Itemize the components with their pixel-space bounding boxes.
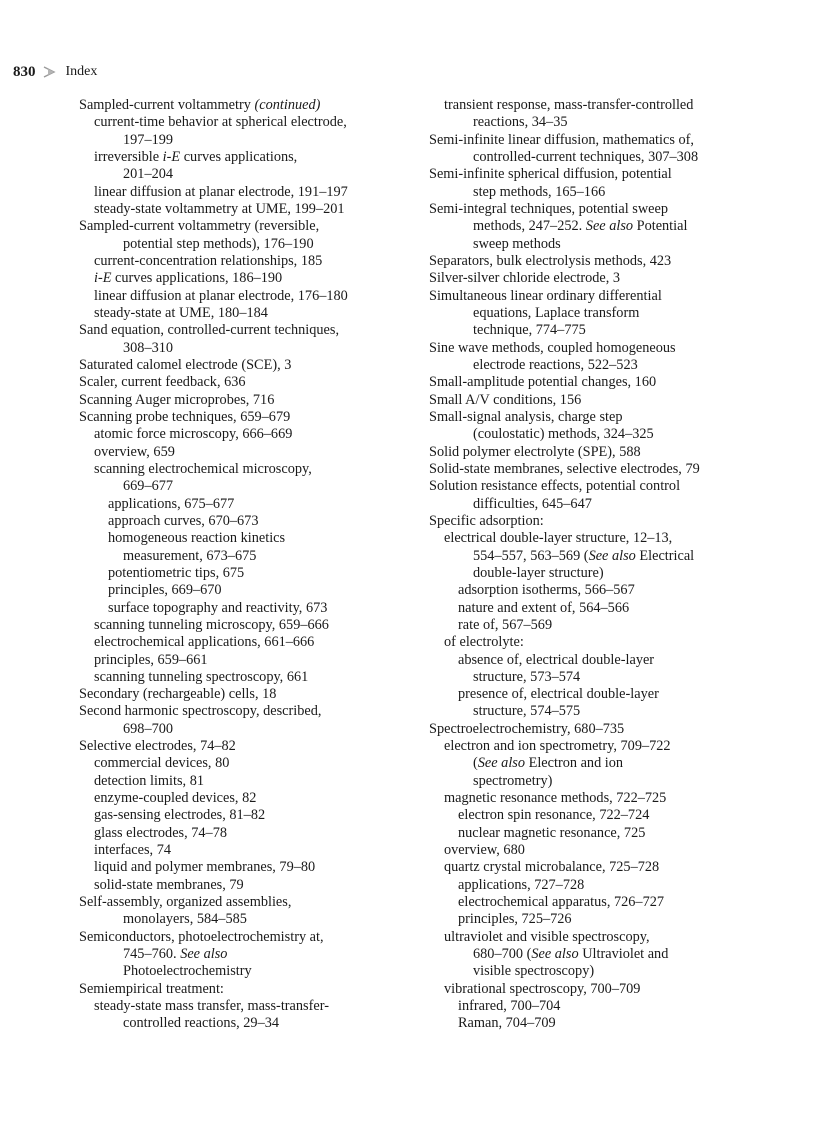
index-entry-continuation: controlled reactions, 29–34: [123, 1015, 280, 1032]
index-entry-line: Semiempirical treatment:: [79, 980, 224, 997]
index-entry: [429, 444, 759, 461]
index-entry-line: quartz crystal microbalance, 725–728: [444, 859, 660, 876]
index-entry-continuation: (See also Electron and ion: [473, 755, 624, 772]
index-entry-line: electron spin resonance, 722–724: [458, 807, 650, 824]
index-entry: [429, 877, 759, 894]
index-entry-continuation: Photoelectrochemistry: [123, 963, 252, 980]
index-entry-line: steady-state mass transfer, mass-transfer-: [94, 998, 329, 1015]
index-entry-line: Small-signal analysis, charge step: [429, 408, 623, 425]
index-entry-continuation: monolayers, 584–585: [123, 911, 247, 928]
index-entry: [429, 374, 759, 391]
index-entry-line: Small A/V conditions, 156: [429, 391, 582, 408]
index-entry-line: magnetic resonance methods, 722–725: [444, 790, 667, 807]
index-entry-continuation: controlled-current techniques, 307–308: [473, 148, 699, 165]
index-entry: [79, 270, 414, 287]
index-entry-line: Separators, bulk electrolysis methods, 423: [429, 252, 672, 269]
index-entry: [429, 201, 759, 253]
index-entry: [79, 409, 414, 426]
index-entry: [79, 184, 414, 201]
index-entry: [429, 721, 759, 738]
index-entry-line: Simultaneous linear ordinary differential: [429, 287, 662, 304]
index-entry: [79, 617, 414, 634]
index-entry-line: Sampled-current voltammetry (reversible,: [79, 218, 320, 235]
index-entry-line: approach curves, 670–673: [108, 512, 259, 529]
index-entry: [79, 149, 414, 184]
index-entry-continuation: potential step methods), 176–190: [123, 235, 314, 252]
index-entry-line: enzyme-coupled devices, 82: [94, 790, 257, 807]
index-entry: [429, 513, 759, 530]
index-entry-continuation: electrode reactions, 522–523: [473, 356, 638, 373]
index-entry: [429, 461, 759, 478]
index-entry-continuation: methods, 247–252. See also Potential: [473, 218, 688, 235]
index-entry: [79, 426, 414, 443]
index-entry-line: linear diffusion at planar electrode, 191–197: [94, 183, 348, 200]
index-entry-line: applications, 727–728: [458, 876, 585, 893]
index-entry: [429, 166, 759, 201]
index-entry-line: solid-state membranes, 79: [94, 876, 244, 893]
index-entry: [79, 357, 414, 374]
index-entry-line: i-E curves applications, 186–190: [94, 270, 283, 287]
index-entry-line: Scanning probe techniques, 659–679: [79, 408, 291, 425]
index-entry-line: electrochemical applications, 661–666: [94, 634, 315, 651]
index-entry: [429, 790, 759, 807]
index-entry-line: Sand equation, controlled-current techniques,: [79, 322, 340, 339]
index-entry: [429, 409, 759, 444]
index-entry-line: Semiconductors, photoelectrochemistry at,: [79, 928, 324, 945]
index-entry-line: rate of, 567–569: [458, 616, 553, 633]
index-entry-continuation: double-layer structure): [473, 564, 604, 581]
index-entry: [429, 998, 759, 1015]
index-entry-continuation: measurement, 673–675: [123, 547, 257, 564]
index-entry: [79, 288, 414, 305]
index-entry-line: applications, 675–677: [108, 495, 235, 512]
index-entry-continuation: 554–557, 563–569 (See also Electrical: [473, 547, 695, 564]
index-entry: [429, 530, 759, 582]
index-entry-continuation: structure, 573–574: [473, 668, 581, 685]
index-entry: [429, 270, 759, 287]
index-entry: [79, 842, 414, 859]
index-entry-line: homogeneous reaction kinetics: [108, 530, 286, 547]
index-entry-line: Semi-integral techniques, potential sweep: [429, 200, 669, 217]
index-entry: [79, 513, 414, 530]
index-entry-line: Self-assembly, organized assemblies,: [79, 894, 292, 911]
index-entry-line: Sampled-current voltammetry (continued): [79, 97, 321, 113]
index-entry-line: electron and ion spectrometry, 709–722: [444, 738, 671, 755]
index-entry: [79, 669, 414, 686]
index-entry-line: ultraviolet and visible spectroscopy,: [444, 928, 650, 945]
index-entry-line: current-time behavior at spherical electrode,: [94, 114, 347, 131]
index-entry-line: infrared, 700–704: [458, 998, 561, 1015]
index-entry-line: atomic force microscopy, 666–669: [94, 426, 293, 443]
index-entry: [429, 859, 759, 876]
index-entry-line: Solution resistance effects, potential control: [429, 478, 681, 495]
index-entry: [79, 790, 414, 807]
index-entry-continuation: 698–700: [123, 720, 174, 737]
index-entry-line: Spectroelectrochemistry, 680–735: [429, 720, 625, 737]
index-entry: [429, 686, 759, 721]
index-entry: [429, 97, 759, 132]
index-entry-continuation: 308–310: [123, 339, 174, 356]
index-entry: [79, 374, 414, 391]
index-entry-line: transient response, mass-transfer-controlled: [444, 97, 694, 113]
index-entry-line: Specific adsorption:: [429, 512, 544, 529]
index-entry-line: adsorption isotherms, 566–567: [458, 582, 635, 599]
index-entry: [79, 652, 414, 669]
index-entry: [79, 114, 414, 149]
index-entry-continuation: visible spectroscopy): [473, 963, 595, 980]
index-entry: [429, 842, 759, 859]
index-entry: [79, 998, 414, 1033]
index-entry-line: absence of, electrical double-layer: [458, 651, 655, 668]
index-entry-line: Saturated calomel electrode (SCE), 3: [79, 356, 292, 373]
index-entry: [429, 600, 759, 617]
index-entry-line: principles, 669–670: [108, 582, 222, 599]
index-entry: [429, 392, 759, 409]
index-entry: [79, 305, 414, 322]
index-entry-line: Silver-silver chloride electrode, 3: [429, 270, 621, 287]
index-entry-line: glass electrodes, 74–78: [94, 824, 228, 841]
play-arrow-icon: [42, 65, 60, 79]
index-entry-line: nature and extent of, 564–566: [458, 599, 630, 616]
index-entry: [79, 565, 414, 582]
index-entry-line: overview, 659: [94, 443, 175, 460]
index-entry: [429, 807, 759, 824]
index-entry: [429, 894, 759, 911]
index-entry-continuation: 197–199: [123, 131, 174, 148]
index-entry: [79, 773, 414, 790]
index-entry-continuation: reactions, 34–35: [473, 114, 568, 131]
index-entry-continuation: step methods, 165–166: [473, 183, 606, 200]
index-entry-continuation: technique, 774–775: [473, 322, 586, 339]
index-entry-continuation: 745–760. See also: [123, 946, 228, 963]
index-entry-line: of electrolyte:: [444, 634, 524, 651]
index-entry-continuation: (coulostatic) methods, 324–325: [473, 426, 654, 443]
index-entry: [429, 1015, 759, 1032]
index-entry-line: scanning electrochemical microscopy,: [94, 460, 312, 477]
index-entry-line: Secondary (rechargeable) cells, 18: [79, 686, 277, 703]
index-entry-line: linear diffusion at planar electrode, 176–180: [94, 287, 348, 304]
index-entry-line: principles, 725–726: [458, 911, 572, 928]
index-entry-line: gas-sensing electrodes, 81–82: [94, 807, 266, 824]
index-entry: [429, 652, 759, 687]
index-entry-line: scanning tunneling microscopy, 659–666: [94, 616, 329, 633]
index-entry: [429, 911, 759, 928]
index-entry: [429, 634, 759, 651]
index-entry-line: scanning tunneling spectroscopy, 661: [94, 668, 309, 685]
index-entry: [79, 97, 414, 114]
index-entry-continuation: structure, 574–575: [473, 703, 581, 720]
index-entry: [79, 825, 414, 842]
index-entry: [79, 444, 414, 461]
index-entry: [429, 478, 759, 513]
index-entry-continuation: 680–700 (See also Ultraviolet and: [473, 946, 669, 963]
index-entry-line: liquid and polymer membranes, 79–80: [94, 859, 316, 876]
index-entry-line: vibrational spectroscopy, 700–709: [444, 980, 641, 997]
index-entry: [79, 929, 414, 981]
index-entry-line: Scanning Auger microprobes, 716: [79, 391, 275, 408]
index-entry-line: principles, 659–661: [94, 651, 208, 668]
index-entry: [79, 461, 414, 496]
index-entry: [79, 859, 414, 876]
index-entry: [429, 617, 759, 634]
index-entry-line: steady-state at UME, 180–184: [94, 304, 268, 321]
index-entry: [79, 755, 414, 772]
index-entry-line: commercial devices, 80: [94, 755, 230, 772]
index-entry: [429, 981, 759, 998]
index-entry: [79, 218, 414, 253]
index-entry: [429, 738, 759, 790]
index-entry-line: Small-amplitude potential changes, 160: [429, 374, 657, 391]
index-entry: [79, 738, 414, 755]
index-entry-line: electrical double-layer structure, 12–13,: [444, 530, 673, 547]
index-entry-line: Sine wave methods, coupled homogeneous: [429, 339, 676, 356]
index-entry-line: surface topography and reactivity, 673: [108, 599, 328, 616]
index-entry-continuation: 201–204: [123, 166, 174, 183]
index-entry: [79, 322, 414, 357]
index-entry: [429, 132, 759, 167]
index-column-left: [79, 97, 414, 1033]
index-entry-continuation: 669–677: [123, 478, 174, 495]
index-entry-continuation: sweep methods: [473, 235, 561, 252]
index-entry-line: current-concentration relationships, 185: [94, 252, 323, 269]
index-entry: [79, 392, 414, 409]
index-entry: [79, 600, 414, 617]
index-entry: [79, 634, 414, 651]
index-entry: [79, 496, 414, 513]
index-entry-line: Semi-infinite linear diffusion, mathematics of,: [429, 131, 694, 148]
index-entry-line: irreversible i-E curves applications,: [94, 148, 298, 165]
index-entry: [429, 582, 759, 599]
index-entry-line: potentiometric tips, 675: [108, 564, 245, 581]
index-entry: [79, 253, 414, 270]
index-entry-continuation: spectrometry): [473, 772, 553, 789]
index-entry: [429, 929, 759, 981]
index-entry-line: detection limits, 81: [94, 772, 204, 789]
index-entry-line: Raman, 704–709: [458, 1015, 556, 1032]
index-entry-line: Semi-infinite spherical diffusion, potential: [429, 166, 672, 183]
index-entry: [429, 825, 759, 842]
index-entry: [79, 807, 414, 824]
index-entry-line: overview, 680: [444, 842, 525, 859]
index-entry: [79, 686, 414, 703]
index-entry-line: Second harmonic spectroscopy, described,: [79, 703, 322, 720]
page-header: [13, 63, 97, 81]
index-entry: [79, 530, 414, 565]
index-entry-line: Solid polymer electrolyte (SPE), 588: [429, 443, 641, 460]
index-entry-continuation: equations, Laplace transform: [473, 304, 640, 321]
index-entry: [79, 703, 414, 738]
section-title: Index: [65, 64, 98, 79]
index-entry: [79, 877, 414, 894]
index-entry-line: interfaces, 74: [94, 842, 172, 859]
index-entry-line: Selective electrodes, 74–82: [79, 738, 236, 755]
index-column-right: [429, 97, 759, 1033]
index-entry: [429, 253, 759, 270]
index-entry: [79, 201, 414, 218]
index-entry-line: Scaler, current feedback, 636: [79, 374, 246, 391]
index-entry-continuation: difficulties, 645–647: [473, 495, 592, 512]
index-entry: [79, 981, 414, 998]
page-number: 830: [13, 64, 36, 80]
index-entry-line: nuclear magnetic resonance, 725: [458, 824, 646, 841]
index-entry: [429, 288, 759, 340]
index-entry-line: Solid-state membranes, selective electrodes, 79: [429, 460, 700, 477]
index-entry: [79, 582, 414, 599]
index-entry: [79, 894, 414, 929]
index-entry-line: electrochemical apparatus, 726–727: [458, 894, 665, 911]
index-entry-line: steady-state voltammetry at UME, 199–201: [94, 200, 345, 217]
index-entry: [429, 340, 759, 375]
index-entry-line: presence of, electrical double-layer: [458, 686, 659, 703]
